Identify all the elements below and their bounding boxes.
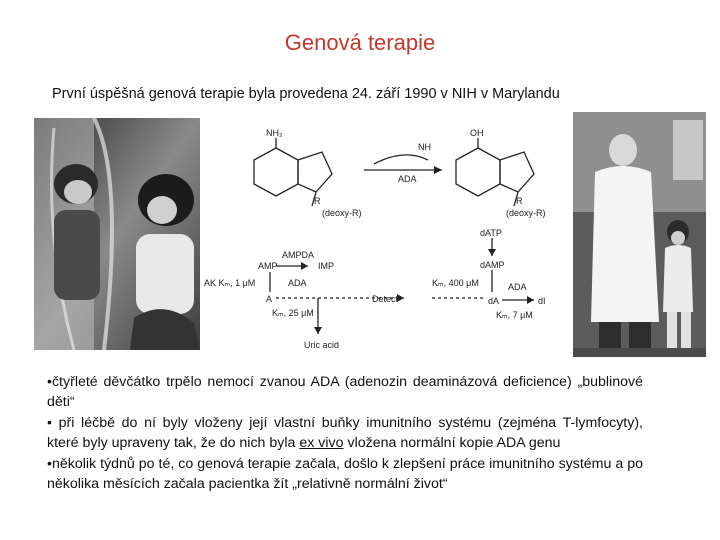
label-km-400: Kₘ, 400 μM xyxy=(432,278,479,288)
adenine-five-ring xyxy=(298,152,332,192)
label-nh2: NH₂ xyxy=(266,128,283,138)
label-ada-right: ADA xyxy=(508,282,527,292)
label-deoxy-right: (deoxy-R) xyxy=(506,208,546,218)
label-r-left: R xyxy=(314,196,321,206)
label-deoxy-left: (deoxy-R) xyxy=(322,208,362,218)
slide-title: Genová terapie xyxy=(284,30,436,55)
label-uric-acid: Uric acid xyxy=(304,340,340,350)
slide-subtitle: První úspěšná genová terapie byla provedena 24. září 1990 v NIH v Marylandu xyxy=(52,86,560,102)
label-r-right: R xyxy=(516,196,523,206)
bullet-treatment xyxy=(47,413,643,454)
label-oh: OH xyxy=(470,128,484,138)
ex-vivo-term xyxy=(299,435,343,451)
bullet-ada-deficiency: •čtyřleté děvčátko trpělo nemocí zvanou ADA (adenozin deaminázová deficience) „bublinové děti“ xyxy=(47,374,643,411)
label-ada-mid: ADA xyxy=(288,278,307,288)
ex-word: ex xyxy=(299,435,315,452)
inosine-five-ring xyxy=(500,152,534,192)
vivo-word: vivo xyxy=(318,435,344,452)
label-a: A xyxy=(266,294,273,304)
inosine-six-ring xyxy=(456,148,500,196)
bullet-treatment-text: • při léčbě do ní byly vloženy její vlastní buňky imunitního systému (zejména T-lymfocyty), které byly upraveny tak, že do nich byla xyxy=(47,414,643,452)
label-ak-km: AK Kₘ, 1 μM xyxy=(204,278,256,288)
label-datp: dATP xyxy=(480,228,502,238)
label-detect: Detect xyxy=(372,294,399,304)
bullet-list xyxy=(47,372,643,494)
label-nh: NH xyxy=(418,142,431,152)
label-ampda: AMPDA xyxy=(282,250,315,260)
label-imp: IMP xyxy=(318,261,335,271)
label-da: dA xyxy=(488,296,500,306)
bullet-outcome: •několik týdnů po té, co genová terapie začala, došlo k zlepšení práce imunitního systému a po několika měsících začala pacientka žít „relativně normální život“ xyxy=(47,455,643,493)
label-ada-top: ADA xyxy=(398,174,417,184)
bubble-photo xyxy=(34,118,200,350)
ada-pathway-diagram xyxy=(204,120,568,360)
adenine-six-ring xyxy=(254,148,298,196)
label-di: dI xyxy=(538,296,546,306)
doctor-child-photo xyxy=(573,112,706,357)
label-amp: AMP xyxy=(258,261,278,271)
label-damp: dAMP xyxy=(480,260,505,270)
bullet-treatment-end: vložena normální kopie ADA genu xyxy=(343,435,561,452)
label-km-7: Kₘ, 7 μM xyxy=(496,310,533,320)
label-km-25: Kₘ, 25 μM xyxy=(272,308,314,318)
